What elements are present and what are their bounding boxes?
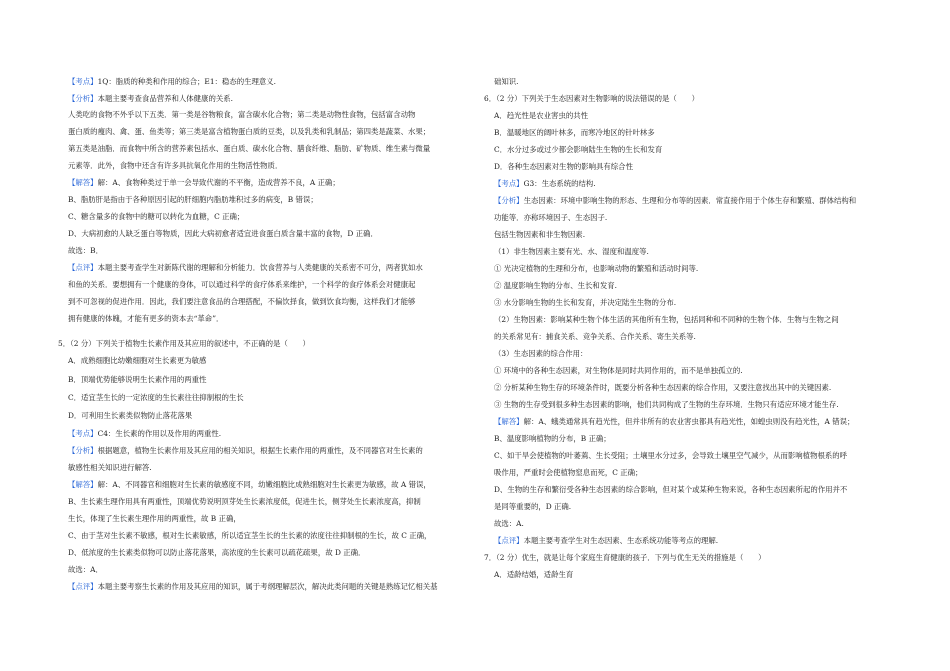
text-line xyxy=(68,246,103,256)
text-line xyxy=(494,570,573,580)
line-text: （2）生物因素：影响某种生物个体生活的其他所有生物，包括同种和不同种的生物个体．生物与生物之间 xyxy=(494,315,839,324)
line-text: 是同等重要的，D 正确. xyxy=(494,502,572,511)
text-line xyxy=(494,128,655,138)
line-text: 本题主要考察生长素的作用及其应用的知识，属于考纲理解层次，解决此类问题的关键是熟练记忆相关基 xyxy=(97,582,438,591)
line-text: C4：生长素的作用以及作用的两重性. xyxy=(97,429,222,438)
text-line xyxy=(494,332,696,342)
line-text: 础知识. xyxy=(494,77,519,86)
text-line xyxy=(494,383,831,393)
text-line xyxy=(68,582,438,592)
line-text: （1）非生物因素主要有光、水、湿度和温度等. xyxy=(494,247,649,256)
line-text: C．水分过多或过少都会影响陆生生物的生长和发育 xyxy=(494,145,663,154)
text-line xyxy=(494,145,662,155)
text-line xyxy=(484,553,766,563)
text-line xyxy=(68,212,244,222)
text-line xyxy=(68,531,431,541)
text-line xyxy=(494,196,856,206)
line-text: 的关系常见有：捕食关系、竞争关系、合作关系、寄生关系等. xyxy=(494,332,696,341)
line-text: 本题主要考查食品营养和人体健康的关系. xyxy=(97,94,233,103)
text-line xyxy=(494,213,607,223)
text-line xyxy=(494,417,854,427)
line-text: 蛋白质的瘦肉、禽、蛋、鱼类等；第三类是富含植物蛋白质的豆类，以及乳类和乳制品；第四类是蔬菜、水果； xyxy=(68,127,431,136)
text-line xyxy=(494,264,698,274)
text-line xyxy=(494,77,519,87)
line-text: 本题主要考查学生对生态因素、生态系统功能等考点的理解. xyxy=(523,536,719,545)
line-text: 生态因素：环境中影响生物的形态、生理和分布等的因素．常直接作用于个体生存和繁殖、群体结构和 xyxy=(523,196,857,205)
text-line xyxy=(494,366,743,376)
text-line xyxy=(68,429,221,439)
text-line xyxy=(68,110,415,120)
line-text: A．成熟细胞比幼嫩细胞对生长素更为敏感 xyxy=(68,356,207,365)
text-line xyxy=(68,195,318,205)
line-text: B、生长素生理作用具有两重性，顶端优势说明顶芽处生长素浓度低，促进生长，侧芽处生长素浓度高，抑制 xyxy=(68,497,421,506)
line-text: ① 环境中的各种生态因素，对生物体是同时共同作用的，而不是单独孤立的. xyxy=(494,366,743,375)
text-line xyxy=(68,497,421,507)
section-tag: 【点评】 xyxy=(494,536,524,545)
text-line xyxy=(68,411,192,421)
text-line xyxy=(68,446,423,456)
line-text: ③ 水分影响生物的生长和发育，并决定陆生生物的分布. xyxy=(494,298,677,307)
line-text: B、温度影响植物的分布，B 正确； xyxy=(494,434,611,443)
text-line xyxy=(494,298,676,308)
section-tag: 【分析】 xyxy=(68,446,98,455)
line-text: 吸作用，严重时会使植物窒息而死，C 正确； xyxy=(494,468,643,477)
line-text: ② 温度影响生物的分布、生长和发育. xyxy=(494,281,617,290)
text-line xyxy=(68,514,241,524)
line-text: 人类吃的食物不外乎以下五类．第一类是谷物粮食，富含碳水化合物；第二类是动物性食物，包括富含动物 xyxy=(68,110,416,119)
text-line xyxy=(494,536,718,546)
line-text: C、糖含量多的食物中的糖可以转化为血糖，C 正确； xyxy=(68,212,245,221)
line-text: 6．（2 分）下列关于生态因素对生物影响的说法错误的是（ ） xyxy=(484,94,699,103)
text-line xyxy=(494,400,839,410)
line-text: A．适龄结婚，适龄生育 xyxy=(494,570,574,579)
text-line xyxy=(494,349,587,359)
line-text: 生长，体现了生长素生理作用的两重性，故 B 正确， xyxy=(68,514,241,523)
text-line xyxy=(58,339,310,349)
section-tag: 【点评】 xyxy=(68,263,98,272)
line-text: （3）生态因素的综合作用： xyxy=(494,349,588,358)
text-line xyxy=(494,468,642,478)
text-line xyxy=(494,247,649,257)
section-tag: 【考点】 xyxy=(68,77,98,86)
section-tag: 【解答】 xyxy=(68,178,98,187)
text-line xyxy=(68,94,233,104)
line-text: 根据题意，植物生长素作用及其应用的相关知识，根据生长素作用的两重性，及不同器官对生长素的 xyxy=(97,446,423,455)
text-line xyxy=(494,111,588,121)
line-text: B、脂肪肝是指由于各种原因引起的肝细胞内脂肪堆积过多的病变，B 错误； xyxy=(68,195,318,204)
line-text: 元素等．此外，食物中还含有许多具抗氧化作用的生物活性物质． xyxy=(68,161,283,170)
line-text: 功能等．亦称环境因子、生态因子. xyxy=(494,213,608,222)
line-text: G3：生态系统的结构. xyxy=(523,179,596,188)
text-line xyxy=(494,315,839,325)
line-text: C、如干旱会使植物的叶萎蔫、生长受阻；土壤里水分过多，会导致土壤里空气减少，从而影响植物根系的呼 xyxy=(494,451,848,460)
section-tag: 【解答】 xyxy=(494,417,524,426)
line-text: 和鱼的关系．要想拥有一个健康的身体，可以通过科学的食疗体系来维护，一个科学的食疗体系会对健康起 xyxy=(68,280,416,289)
line-text: 本题主要考查学生对新陈代谢的理解和分析能力．饮食营养与人类健康的关系密不可分，两者犹如水 xyxy=(97,263,423,272)
text-line xyxy=(68,161,282,171)
text-line xyxy=(494,485,847,495)
line-text: 拥有健康的体魄，才能有更多的资本去“革命”． xyxy=(68,314,224,323)
line-text: A．趋光性是农业害虫的共性 xyxy=(494,111,589,120)
text-line xyxy=(484,94,699,104)
section-tag: 【解答】 xyxy=(68,480,98,489)
section-tag: 【考点】 xyxy=(494,179,524,188)
line-text: 7．（2 分）优生，就是让每个家庭生育健康的孩子．下列与优生无关的措施是（ ） xyxy=(484,553,766,562)
line-text: D．可利用生长素类似物防止落花落果 xyxy=(68,411,193,420)
text-line xyxy=(68,297,415,307)
line-text: 故选：A. xyxy=(494,519,524,528)
line-text: 5．（2 分）下列关于植物生长素作用及其应用的叙述中，不正确的是（ ） xyxy=(58,339,310,348)
text-line xyxy=(68,229,378,239)
text-line xyxy=(68,144,430,154)
text-line xyxy=(494,179,596,189)
line-text: ① 光决定植物的生理和分布，也影响动物的繁殖和活动时间等. xyxy=(494,264,699,273)
text-line xyxy=(68,280,415,290)
text-line xyxy=(68,77,276,87)
text-line xyxy=(68,178,340,188)
line-text: 第五类是油脂．而食物中所含的营养素包括水、蛋白质、碳水化合物、膳食纤维、脂肪、矿物质、维生素与微量 xyxy=(68,144,431,153)
line-text: ③ 生物的生存受到很多种生态因素的影响，他们共同构成了生物的生存环境．生物只有适应环境才能生存. xyxy=(494,400,839,409)
section-tag: 【分析】 xyxy=(68,94,98,103)
text-line xyxy=(494,281,617,291)
text-line xyxy=(68,393,244,403)
line-text: 解：A、食物种类过于单一会导致代谢的不平衡，造成营养不良，A 正确； xyxy=(97,178,340,187)
text-line xyxy=(494,502,571,512)
text-line xyxy=(68,565,103,575)
line-text: B．顶端优势能够说明生长素作用的两重性 xyxy=(68,375,207,384)
line-text: 解：A、蛾类通常具有趋光性，但并非所有的农业害虫都具有趋光性，如蝗虫则没有趋光性，A 错误； xyxy=(523,417,855,426)
line-text: 1Q：脂质的种类和作用的综合；E1：稳态的生理意义. xyxy=(97,77,276,86)
text-line xyxy=(494,230,585,240)
line-text: ② 分析某种生物生存的环境条件时，既要分析各种生态因素的综合作用，又要注意找出其中的关键因素. xyxy=(494,383,832,392)
line-text: 到不可忽视的促进作用．因此，我们要注意食品的合理搭配，不偏饮择食，做到饮食均衡，这样我们才能够 xyxy=(68,297,416,306)
section-tag: 【分析】 xyxy=(494,196,524,205)
section-tag: 【考点】 xyxy=(68,429,98,438)
text-line xyxy=(68,463,152,473)
line-text: 故选：B． xyxy=(68,246,103,255)
line-text: 故选：A． xyxy=(68,565,103,574)
line-text: D．各种生态因素对生物的影响具有综合性 xyxy=(494,162,633,171)
line-text: B．温暖地区的阔叶林多，而寒冷地区的针叶林多 xyxy=(494,128,655,137)
text-line xyxy=(68,356,206,366)
text-line xyxy=(68,480,431,490)
line-text: D、生物的生存和繁衍受各种生态因素的综合影响，但对某个或某种生物来说，各种生态因素所起的作用并不 xyxy=(494,485,848,494)
line-text: C、由于茎对生长素不敏感，根对生长素敏感，所以适宜茎生长的生长素的浓度往往抑制根的生长，故 C 正确， xyxy=(68,531,432,540)
line-text: 解：A、不同器官和细胞对生长素的敏感度不同，幼嫩细胞比成熟细胞对生长素更为敏感，故 A 错误， xyxy=(97,480,431,489)
line-text: D、低浓度的生长素类似物可以防止落花落果，高浓度的生长素可以疏花疏果，故 D 正确． xyxy=(68,548,366,557)
text-line xyxy=(68,548,365,558)
text-line xyxy=(68,314,223,324)
line-text: 包括生物因素和非生物因素. xyxy=(494,230,586,239)
text-line xyxy=(494,162,633,172)
text-line xyxy=(494,434,611,444)
line-text: C．适宜茎生长的一定浓度的生长素往往抑制根的生长 xyxy=(68,393,244,402)
section-tag: 【点评】 xyxy=(68,582,98,591)
text-line xyxy=(68,375,206,385)
line-text: 敏感性相关知识进行解答. xyxy=(68,463,152,472)
text-line xyxy=(68,263,423,273)
line-text: D、大病初愈的人缺乏蛋白等物质，因此大病初愈者适宜进食蛋白质含量丰富的食物，D 正确． xyxy=(68,229,378,238)
text-line xyxy=(494,451,847,461)
text-line xyxy=(494,519,524,529)
text-line xyxy=(68,127,430,137)
